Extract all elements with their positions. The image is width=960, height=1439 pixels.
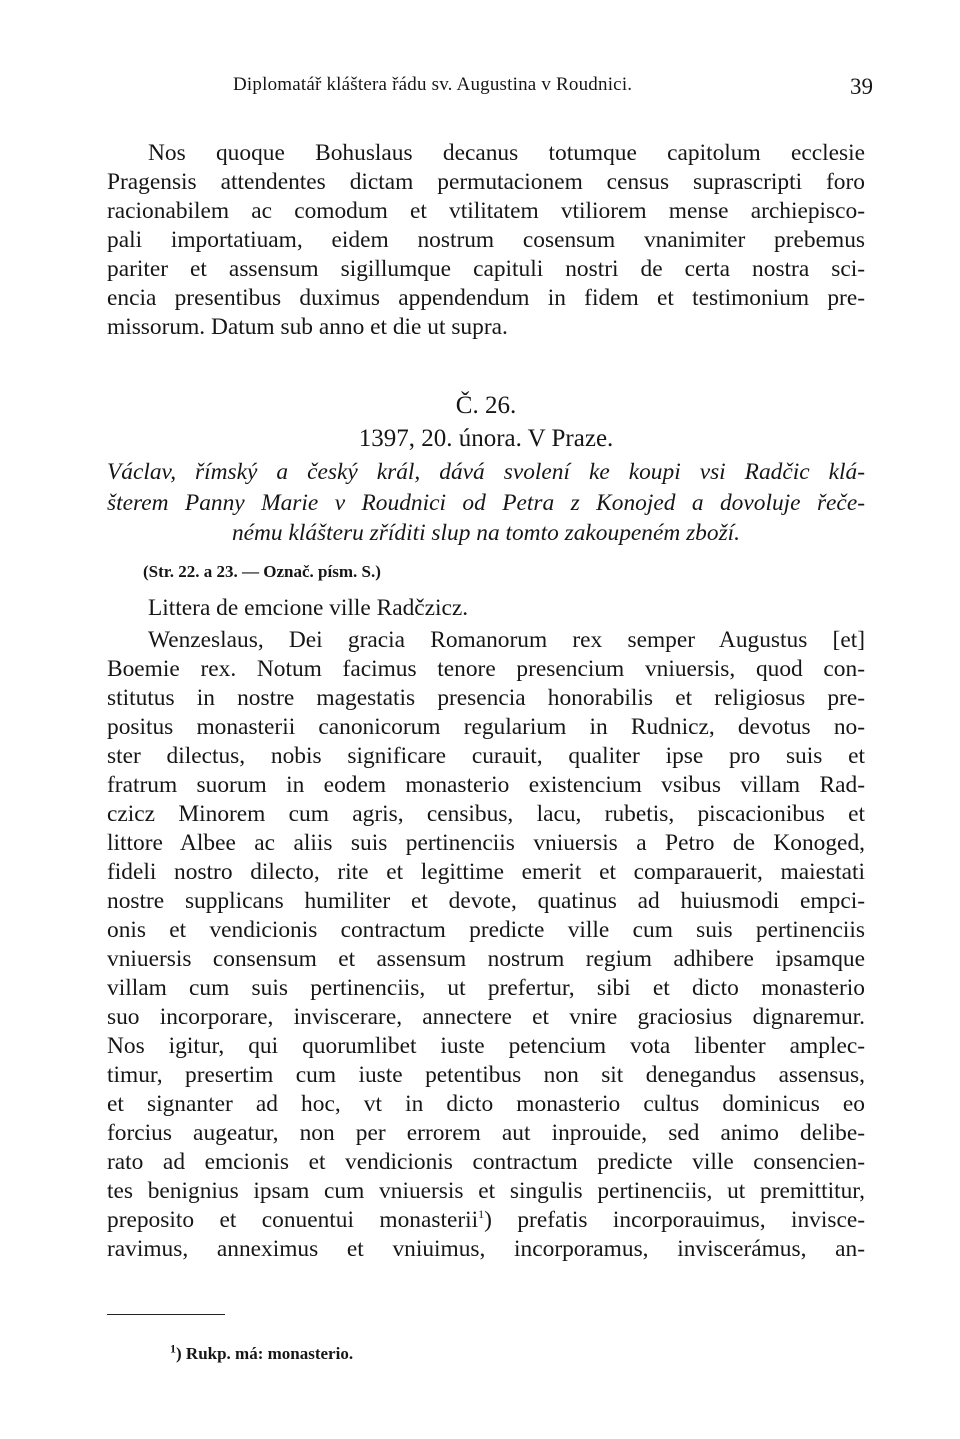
- text-line: racionabilem ac comodum et vtilitatem vtiliorem mense archiepisco-: [107, 198, 865, 224]
- footnote-marker: 1: [170, 1341, 176, 1356]
- text-line: Nos quoque Bohuslaus decanus totumque capitolum ecclesie: [148, 140, 865, 166]
- page-number: 39: [850, 74, 873, 99]
- text-line: villam cum suis pertinenciis, ut prefertur, sibi et dicto monasterio: [107, 975, 865, 1001]
- text-line: pariter et assensum sigillumque capituli nostri de certa nostra sci-: [107, 256, 865, 282]
- text-line: littore Albee ac aliis suis pertinenciis vniuersis a Petro de Konoged,: [107, 830, 865, 856]
- text-line: encia presentibus duximus appendendum in fidem et testimonium pre-: [107, 285, 865, 311]
- text-line: missorum. Datum sub anno et die ut supra.: [107, 314, 508, 340]
- footnote: [170, 1341, 354, 1364]
- footnote-text: ) Rukp. má: monasterio.: [176, 1344, 354, 1363]
- date-place: 1397, 20. února. V Praze.: [358, 425, 614, 452]
- text-fragment: ) prefatis incorporauimus, invisce-: [484, 1207, 865, 1233]
- document-number: Č. 26.: [455, 392, 517, 419]
- footnote-divider: [107, 1314, 225, 1315]
- text-line: pali importatiuam, eidem nostrum cosensum vnanimiter prebemus: [107, 227, 865, 253]
- text-line: fratrum suorum in eodem monasterio existencium vsibus villam Rad-: [107, 772, 865, 798]
- footnote-reference[interactable]: 1: [478, 1207, 485, 1222]
- rubric: Littera de emcione ville Radčzicz.: [148, 595, 469, 621]
- text-line: vniuersis consensum et assensum nostrum regium adhibere ipsamque: [107, 946, 865, 972]
- text-line: Wenzeslaus, Dei gracia Romanorum rex semper Augustus [et]: [148, 627, 865, 653]
- text-line: ster dilectus, nobis significare curauit, qualiter ipse pro suis et: [107, 743, 865, 769]
- text-line: et signanter ad hoc, vt in dicto monasterio cultus dominicus eo: [107, 1091, 865, 1117]
- text-fragment: preposito et conuentui monasterii: [107, 1207, 479, 1233]
- text-line: rato ad emcionis et vendicionis contractum predicte ville consencien-: [107, 1149, 865, 1175]
- running-header: [233, 74, 873, 104]
- text-line: positus monasterii canonicorum regularium in Rudnicz, devotus no-: [107, 714, 865, 740]
- running-title: Diplomatář kláštera řádu sv. Augustina v Roudnici.: [233, 74, 633, 95]
- text-line: ravimus, anneximus et vniuimus, incorporamus, inviscerámus, an-: [107, 1236, 865, 1262]
- text-line: fideli nostro dilecto, rite et legittime emerit et comparauerit, maiestati: [107, 859, 865, 885]
- regest-line: Václav, římský a český král, dává svolení ke koupi vsi Radčic klá-: [107, 459, 865, 485]
- text-line: onis et vendicionis contractum predicte ville cum suis pertinenciis: [107, 917, 865, 943]
- text-line: stitutus in nostre magestatis presencia honorabilis et religiosus pre-: [107, 685, 865, 711]
- text-line: czicz Minorem cum agris, censibus, lacu, rubetis, piscacionibus et: [107, 801, 865, 827]
- text-line: nostre supplicans humiliter et devote, quatinus ad huiusmodi empci-: [107, 888, 865, 914]
- source-note: (Str. 22. a 23. — Označ. písm. S.): [143, 562, 381, 581]
- text-line: forcius augeatur, non per errorem aut inprouide, sed animo delibe-: [107, 1120, 865, 1146]
- text-line: suo incorporare, inviscerare, annectere et vnire graciosius dignaremur.: [107, 1004, 865, 1030]
- text-line-with-footnote: [107, 1206, 865, 1235]
- text-line: tes benignius ipsam cum vniuersis et singulis pertinenciis, ut premittitur,: [107, 1178, 865, 1204]
- regest-line: nému klášteru zříditi slup na tomto zakoupeném zboží.: [231, 520, 741, 546]
- text-line: timur, presertim cum iuste petentibus non sit denegandus assensus,: [107, 1062, 865, 1088]
- text-line: Pragensis attendentes dictam permutacionem census suprascripti foro: [107, 169, 865, 195]
- regest-line: šterem Panny Marie v Roudnici od Petra z Konojed a dovoluje řeče-: [107, 490, 865, 516]
- text-line: Nos igitur, qui quorumlibet iuste petencium vota libenter amplec-: [107, 1033, 865, 1059]
- text-line: Boemie rex. Notum facimus tenore presencium vniuersis, quod con-: [107, 656, 865, 682]
